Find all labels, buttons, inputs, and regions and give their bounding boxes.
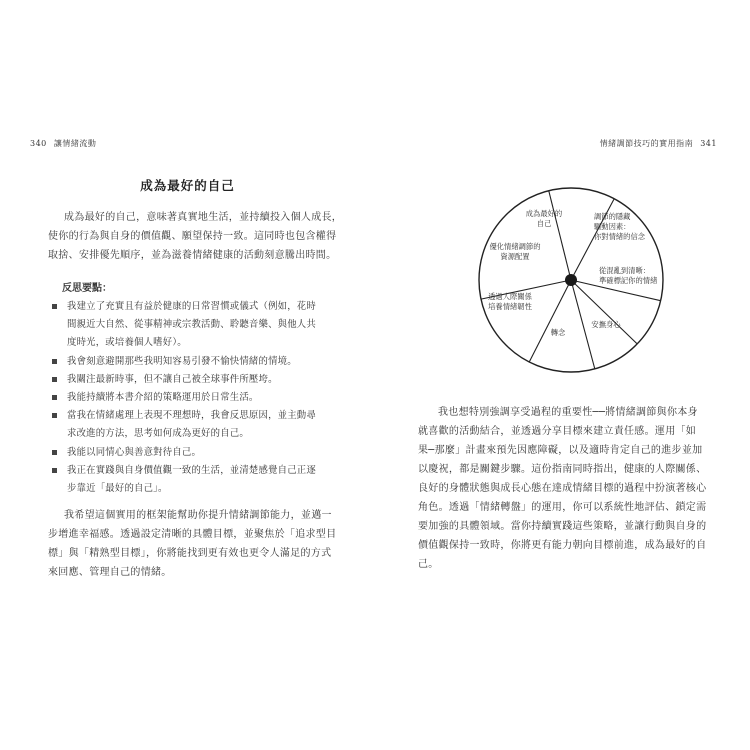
wheel-segment-label-line: 成為最好的 — [525, 209, 563, 218]
reflection-item-line: 求改進的方法，思考如何成為更好的自己。 — [67, 428, 249, 440]
square-bullet-icon — [52, 377, 57, 382]
reflection-item — [52, 353, 342, 371]
right-paragraph-line: 良好的身體狀態與成長心態在達成情緒目標的過程中扮演著核心 — [418, 483, 707, 494]
square-bullet-icon — [52, 304, 57, 309]
square-bullet-icon — [52, 359, 57, 364]
wheel-segment-label — [551, 328, 566, 337]
left-page-number: 340 — [30, 139, 47, 148]
right-paragraph-line: 就喜歡的活動結合，並透過分享目標來建立責任感。運用「如 — [418, 426, 697, 437]
wheel-segment-label-line: 透過人際關係 — [488, 292, 532, 301]
wheel-segment-label-line: 你對情緒的信念 — [594, 232, 646, 241]
reflection-item — [52, 371, 342, 389]
reflection-item-line: 當我在情緒處理上表現不理想時，我會反思原因，並主動尋 — [67, 410, 316, 422]
right-running-header — [600, 138, 717, 149]
wheel-segment-label — [488, 292, 532, 311]
wheel-segment-label-line: 自己 — [536, 219, 552, 228]
right-paragraph-line: 要加強的具體領域。當你持續實踐這些策略，並讓行動與自身的 — [418, 521, 707, 532]
closing-line: 標」與「精熟型目標」，你將能找到更有效也更令人滿足的方式 — [48, 548, 332, 559]
wheel-segment-label-line: 調節的隱藏 — [594, 212, 631, 221]
wheel-segment-label-line: 優化情緒調節的 — [489, 242, 541, 251]
intro-line: 取捨、安排優先順序，並為滋養情緒健康的活動刻意騰出時間。 — [48, 250, 337, 261]
wheel-segment-label-line: 轉念 — [550, 328, 566, 337]
emotion-wheel-diagram — [448, 185, 694, 375]
right-paragraph — [418, 403, 708, 574]
reflection-item — [52, 407, 342, 443]
wheel-segment-label — [599, 266, 658, 285]
wheel-segment-label — [591, 320, 621, 329]
right-paragraph-line: 我也想特別強調享受過程的重要性──將情緒調節與你本身 — [438, 407, 698, 418]
right-paragraph-line: 角色。透過「情緒轉盤」的運用，你可以系統性地評估、鎖定需 — [418, 502, 707, 513]
wheel-segment-label-line: 從混亂到清晰： — [599, 266, 651, 275]
reflection-item-line: 步靠近「最好的自己」。 — [67, 483, 168, 495]
reflection-heading: 反思要點： — [62, 283, 112, 294]
reflection-item-line: 我會刻意避開那些我明知容易引發不愉快情緒的情境。 — [67, 355, 297, 367]
square-bullet-icon — [52, 395, 57, 400]
reflection-item-line: 我關注最新時事，但不讓自己被全球事件所壓垮。 — [67, 373, 278, 385]
intro-paragraph — [48, 208, 343, 265]
left-running-header — [30, 138, 96, 149]
reflection-item-line: 我正在實踐與自身價值觀一致的生活，並清楚感覺自己正逐 — [67, 464, 316, 476]
wheel-segment-label-line: 驅動因素： — [594, 222, 631, 231]
right-page-number: 341 — [700, 139, 717, 148]
wheel-hub — [565, 274, 577, 286]
reflection-item — [52, 444, 342, 462]
reflection-item — [52, 298, 342, 353]
reflection-item-line: 我建立了充實且有益於健康的日常習慣或儀式（例如，花時 — [67, 301, 316, 312]
wheel-segment-label-line: 資源配置 — [500, 252, 530, 261]
reflection-item — [52, 389, 342, 407]
square-bullet-icon — [52, 450, 57, 455]
reflection-item-line: 間親近大自然、從事精神或宗教活動、聆聽音樂、與他人共 — [67, 319, 316, 331]
reflection-list — [52, 298, 342, 498]
square-bullet-icon — [52, 468, 57, 473]
left-running-head: 讓情緒流動 — [53, 139, 97, 148]
wheel-segment-label-line: 培養情緒韌性 — [488, 302, 532, 311]
reflection-item-line: 度時光，或培養個人嗜好）。 — [67, 337, 187, 349]
wheel-segment-label-line: 準確標記你的情緒 — [599, 276, 658, 285]
reflection-item — [52, 462, 342, 498]
intro-line: 成為最好的自己，意味著真實地生活，並持續投入個人成長， — [64, 212, 343, 223]
closing-line: 來回應、管理自己的情緒。 — [48, 567, 172, 578]
right-paragraph-line: 果─那麼」計畫來預先因應障礙，以及適時肯定自己的進步並加 — [418, 445, 703, 456]
square-bullet-icon — [52, 413, 57, 418]
right-page — [375, 0, 750, 750]
wheel-segment-label-line: 安撫身心 — [591, 320, 621, 329]
right-paragraph-line: 以慶祝，都是關鍵步驟。這份指南同時指出，健康的人際關係、 — [418, 464, 707, 475]
reflection-item-line: 我能以同情心與善意對待自己。 — [67, 446, 202, 458]
closing-line: 我希望這個實用的框架能幫助你提升情緒調節能力，並邁一 — [64, 510, 332, 521]
intro-line: 使你的行為與自身的價值觀、願望保持一致。這同時也包含權得 — [48, 231, 337, 242]
section-title: 成為最好的自己 — [140, 178, 235, 193]
reflection-item-line: 我能持續將本書介紹的策略運用於日常生活。 — [67, 392, 259, 404]
closing-line: 步增進幸福感。透過設定清晰的具體目標，並聚焦於「追求型目 — [48, 529, 337, 540]
right-paragraph-line: 價值觀保持一致時，你將更有能力朝向目標前進，成為最好的自 — [418, 540, 707, 551]
right-running-head: 情緒調節技巧的實用指南 — [599, 139, 694, 148]
right-paragraph-line: 己。 — [418, 559, 439, 570]
closing-paragraph — [48, 506, 337, 582]
